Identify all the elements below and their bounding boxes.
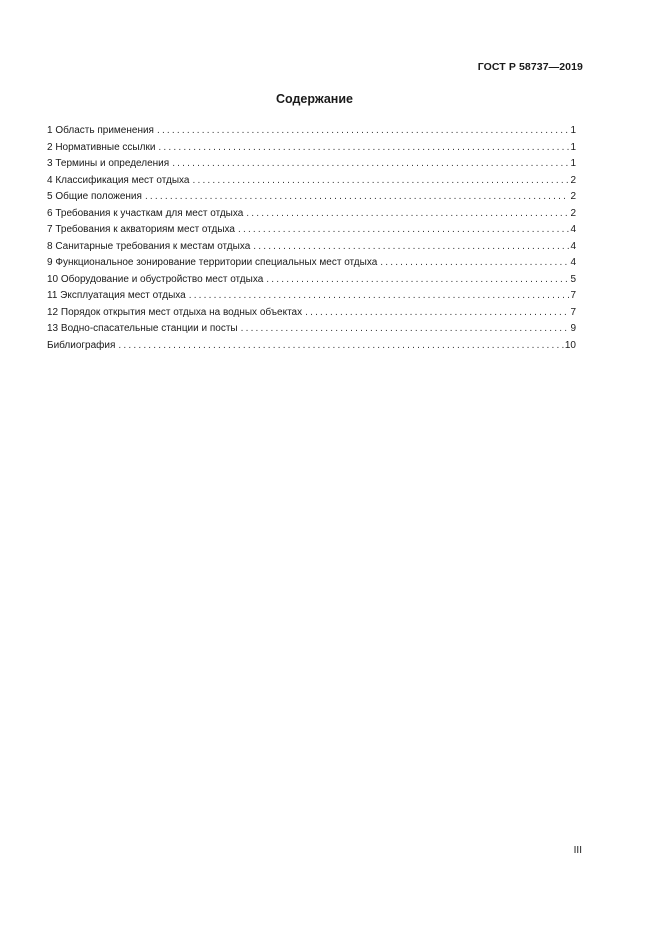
toc-entry-label: 9 Функциональное зонирование территории специальных мест отдыха [47,257,378,268]
toc-entry-page: 10 [564,339,576,351]
toc-leader-dots [380,255,569,272]
toc-entry-page: 1 [570,158,576,169]
toc-entry-label: 3 Термины и определения [47,158,170,169]
toc-entry[interactable] [47,338,576,355]
toc-entry[interactable] [47,272,576,289]
toc-entry-label: 7 Требования к акваториям мест отдыха [47,224,235,235]
toc-entry-page: 2 [570,191,576,202]
toc-leader-dots [158,140,569,157]
toc-entry-page: 7 [570,306,576,318]
toc-leader-dots [253,239,569,256]
toc-leader-dots [246,206,569,223]
toc-entry-page: 7 [570,290,576,301]
toc-entry[interactable] [47,288,576,305]
toc-leader-dots [189,288,570,305]
toc-entry-label: 10 Оборудование и обустройство мест отдыха [47,273,264,285]
toc-entry-page: 4 [570,240,576,252]
toc-entry-page: 4 [570,224,576,235]
toc-entry-label: 12 Порядок открытия мест отдыха на водных объектах [47,306,303,318]
toc-entry[interactable] [47,255,576,272]
toc-entry-label: Библиография [47,339,116,351]
toc-leader-dots [305,305,569,322]
toc-entry[interactable] [47,305,576,322]
toc-leader-dots [266,272,569,289]
toc-entry-label: 5 Общие положения [47,191,142,202]
toc-title: Содержание [275,92,353,106]
toc-entry-label: 2 Нормативные ссылки [47,141,156,153]
toc-leader-dots [238,222,569,239]
toc-entry[interactable] [47,140,576,157]
toc-entry[interactable] [47,321,576,338]
toc-entry-page: 1 [570,125,576,136]
toc-leader-dots [241,321,570,338]
toc-entry[interactable] [47,156,576,173]
toc-leader-dots [118,338,563,355]
toc-entry-label: 4 Классификация мест отдыха [47,174,190,186]
toc-entry-page: 9 [570,323,576,334]
page-number: III [573,845,582,856]
toc-entry-label: 8 Санитарные требования к местам отдыха [47,240,251,252]
toc-entry-page: 2 [570,174,576,186]
document-code: ГОСТ Р 58737—2019 [477,61,583,73]
toc-entry[interactable] [47,123,576,140]
toc-leader-dots [192,173,569,190]
toc-entry-label: 6 Требования к участкам для мест отдыха [47,207,244,219]
toc-entry-page: 1 [570,141,576,153]
toc-entry-page: 4 [570,257,576,268]
toc-entry-label: 1 Область применения [47,125,154,136]
toc-leader-dots [172,156,569,173]
toc-entry-page: 5 [570,273,576,285]
toc-entry-label: 13 Водно-спасательные станции и посты [47,323,238,334]
toc-entry-label: 11 Эксплуатация мест отдыха [47,290,186,301]
toc-entry[interactable] [47,239,576,256]
toc-entry[interactable] [47,222,576,239]
toc-entry[interactable] [47,206,576,223]
toc-entry[interactable] [47,189,576,206]
toc-entry-page: 2 [570,207,576,219]
table-of-contents [47,123,576,354]
toc-leader-dots [157,123,569,140]
toc-leader-dots [145,189,570,206]
toc-entry[interactable] [47,173,576,190]
